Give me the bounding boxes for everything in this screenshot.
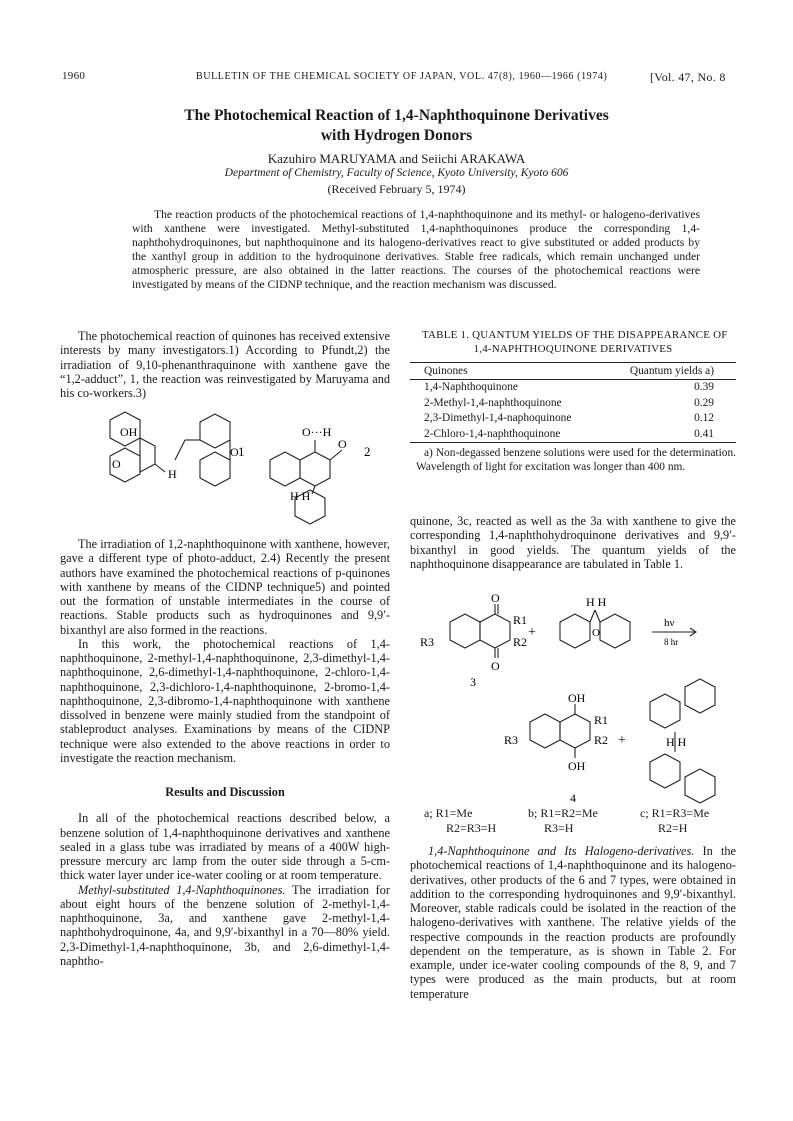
xanthene-o: O	[592, 627, 600, 639]
structure-3-label: 3	[470, 675, 476, 689]
table-cell: 2-Methyl-1,4-naphthoquinone	[424, 396, 562, 409]
right-paragraph-2-text: In the photochemical reactions of 1,4-naphthoquinone and its halogeno-derivatives, other products of the 6 and 7 types, were obtained in addition to the corresponding hydroquinones and 9,9′-bixanthyl. Moreover, stable radicals could be isolated in the reaction of the halogeno-derivatives with xanthene. The relative yields of the respective compounds in the reaction products are profoundly dependent on the temperature, as is shown in Table 2. For example, under ice-water cooling compounds of the 8, 9, and 7 types were produced as the main products, but at room temperature	[410, 844, 736, 1001]
table-row	[410, 427, 736, 443]
table-1-header-quinones: Quinones	[410, 363, 597, 380]
plus-sign-2: +	[618, 733, 626, 748]
bixanthyl-ring-d	[685, 769, 715, 803]
s2-ooh-label: O···H	[302, 425, 332, 439]
table-cell: 0.12	[694, 412, 714, 424]
substituent-c: c; R1=R3=Me R2=H	[640, 806, 710, 835]
table-row	[410, 411, 736, 427]
s1-oh-label: OH	[120, 425, 138, 439]
hq-oh-bottom: OH	[568, 759, 586, 773]
received-date: (Received February 5, 1974)	[327, 182, 466, 196]
volume-issue: [Vol. 47, No. 8	[650, 70, 726, 84]
quinone-ring-b	[480, 614, 510, 648]
table-1-caption-line2: 1,4-NAPHTHOQUINONE DERIVATIVES	[473, 343, 673, 355]
hydroquinone-ring-a	[530, 714, 560, 748]
affiliation: Department of Chemistry, Faculty of Science, Kyoto University, Kyoto 606	[224, 167, 569, 179]
hydroquinone-ring-b	[560, 714, 590, 748]
structure-1-ring-e	[200, 452, 230, 486]
table-1-footnote: a) Non-degassed benzene solutions were used for the determination. Wavelength of light for excitation was longer than 400 nm.	[416, 447, 736, 473]
results-paragraph-1: In all of the photochemical reactions described below, a benzene solution of 1,4-naphthoquinone derivatives and xanthene sealed in a glass tube was irradiated by means of a 400W high-pressure mercury arc lamp from the outer side through a 5-cm-thick water layer under ice-water cooling or at room temperature.	[60, 811, 390, 883]
quinone-ring-a	[450, 614, 480, 648]
reaction-scheme	[410, 592, 736, 842]
halogeno-runin: 1,4-Naphthoquinone and Its Halogeno-derivatives.	[428, 844, 695, 858]
table-row	[410, 380, 736, 396]
s1-o-label: O	[112, 457, 121, 471]
quinone-o-top: O	[491, 592, 500, 605]
right-column-bottom	[410, 844, 736, 1001]
bixanthyl-ring-a	[650, 694, 680, 728]
table-1	[410, 362, 736, 443]
results-paragraph-2	[60, 883, 390, 969]
structure-2-ring-b	[300, 452, 330, 486]
hv-label: hν	[664, 617, 675, 629]
table-cell: 2,3-Dimethyl-1,4-naphoquinone	[424, 412, 572, 424]
intro-paragraph-3: In this work, the photochemical reactions of 1,4-naphthoquinone, 2-methyl-1,4-naphthoquinone, 2,3-dimethyl-1,4-naphthoquinone, 2,6-dimethyl-1,4-naphthoquinone, 2-chloro-1,4-naphthoquinone, 2,3-dichloro-1,4-naphthoquinone, 2-bromo-1,4-naphthoquinone, 2,3-dibromo-1,4-naphthoquinone with xanthene dissolved in benzene were mainly studied from the standpoint of stableproduct analyses. Examinations by means of the CIDNP technique were also extended to the above reactions in order to investigate the reaction mechanism.	[60, 636, 390, 765]
methyl-runin: Methyl-substituted 1,4-Naphthoquinones.	[78, 882, 286, 897]
left-column-top	[60, 329, 390, 400]
xanthene-hh: H H	[586, 595, 607, 609]
right-paragraph-2	[410, 844, 736, 1001]
s2-hh-label: H H	[290, 489, 311, 503]
r1-label: R1	[513, 613, 528, 627]
table-row	[410, 396, 736, 412]
table-1-block	[410, 329, 736, 474]
bixanthyl-hh: H H	[666, 735, 687, 749]
hq-r1: R1	[594, 713, 609, 727]
hq-r2: R2	[594, 733, 609, 747]
substituent-b: b; R1=R2=Me R3=H	[528, 806, 598, 835]
xanthene-ring-b	[600, 614, 630, 648]
table-cell: 0.41	[597, 427, 736, 443]
bixanthyl-ring-b	[685, 679, 715, 713]
quinone-o-bottom: O	[491, 659, 500, 673]
results-paragraph-2-text: The irradiation for about eight hours of the benzene solution of 2-methyl-1,4-naphthoquinone, 3a, and xanthene gave 2-methyl-1,4-naphthohydroquinone, 4a, and 9,9′-bixanthyl in a 70—80% yield. 2,3-Dimethyl-1,4-naphthoquinone, 3b, and 2,6-dimethyl-1,4-naphtho-	[60, 882, 391, 968]
s1-ring-o-label: O	[230, 445, 239, 459]
table-cell: 0.39	[694, 381, 714, 393]
abstract: The reaction products of the photochemical reactions of 1,4-naphthoquinone and its methyl- or halogeno-derivatives with xanthene were investigated. Methyl-substituted 1,4-naphthoquinones produce the corresponding 1,4-naphthohydroquinones, but naphthoquinone and its halogeno-derivatives react to give substituted or added products by the xanthyl group in addition to the hydroquinone derivatives. Stable free radicals, which remain unchanged under atmospheric pressure, are also obtained in the latter reactions. The courses of the photochemical reactions were investigated by means of the CIDNP technique, and the reaction mechanism was discussed.	[132, 208, 700, 291]
plus-sign-1: +	[528, 625, 536, 640]
time-label: 8 hr	[664, 637, 679, 647]
hq-r3: R3	[504, 733, 519, 747]
structure-4-label: 4	[570, 791, 576, 805]
right-paragraph-1: quinone, 3c, reacted as well as the 3a with xanthene to give the corresponding 1,4-naphthohydroquinone derivatives and 9,9′-bixanthyl in good yields. The quantum yields of the naphthoquinone disappearance are tabulated in Table 1.	[410, 514, 736, 571]
article-title-line2: with Hydrogen Donors	[320, 127, 473, 144]
structure-1-ring-c	[140, 438, 155, 472]
table-cell: 1,4-Naphthoquinone	[424, 381, 518, 393]
xanthene-ring-a	[560, 614, 590, 648]
right-column-top	[410, 514, 736, 571]
structures-1-2	[80, 400, 400, 530]
s1-h-label: H	[168, 467, 177, 481]
table-cell: 2-Chloro-1,4-naphthoquinone	[410, 427, 597, 443]
hq-oh-top: OH	[568, 691, 586, 705]
structure-1-label: 1	[238, 444, 245, 459]
r3-label: R3	[420, 635, 435, 649]
intro-paragraph-2: The irradiation of 1,2-naphthoquinone with xanthene, however, gave a different type of photo-adduct, 2.4) Recently the present authors have examined the photochemical reactions of p-quinones with xanthene by means of the CIDNP technique5) and pointed out the formation of unstable intermediates in the course of reactions. Stable products such as hydroquinones and 9,9′-bixanthyl are also formed in the reactions.	[60, 537, 390, 637]
structure-2-ring-a	[270, 452, 300, 486]
authors: Kazuhiro MARUYAMA and Seiichi ARAKAWA	[267, 151, 526, 166]
structure-1-ring-d	[200, 414, 230, 448]
intro-paragraph-1: The photochemical reaction of quinones has received extensive interests by many investigators.1) According to Pfundt,2) the irradiation of 9,10-phenanthraquinone with xanthene gave the “1,2-adduct”, 1, the reaction was reinvestigated by Maruyama and his co-workers.3)	[60, 329, 390, 400]
article-title-line1: The Photochemical Reaction of 1,4-Naphthoquinone Derivatives	[184, 107, 609, 124]
structure-2-label: 2	[364, 444, 371, 459]
section-heading: Results and Discussion	[165, 785, 285, 799]
substituent-a: a; R1=Me R2=R3=H	[424, 806, 497, 835]
table-1-caption-line1: TABLE 1. QUANTUM YIELDS OF THE DISAPPEARANCE OF	[422, 329, 728, 341]
bixanthyl-ring-c	[650, 754, 680, 788]
table-1-header-yields: Quantum yields a)	[597, 363, 736, 380]
table-cell: 0.29	[694, 396, 714, 409]
journal-line: BULLETIN OF THE CHEMICAL SOCIETY OF JAPAN, VOL. 47(8), 1960—1966 (1974)	[196, 71, 608, 82]
left-column-body	[60, 537, 390, 968]
r2-label: R2	[513, 635, 528, 649]
page-number: 1960	[62, 70, 86, 82]
s2-o-label: O	[338, 437, 347, 451]
